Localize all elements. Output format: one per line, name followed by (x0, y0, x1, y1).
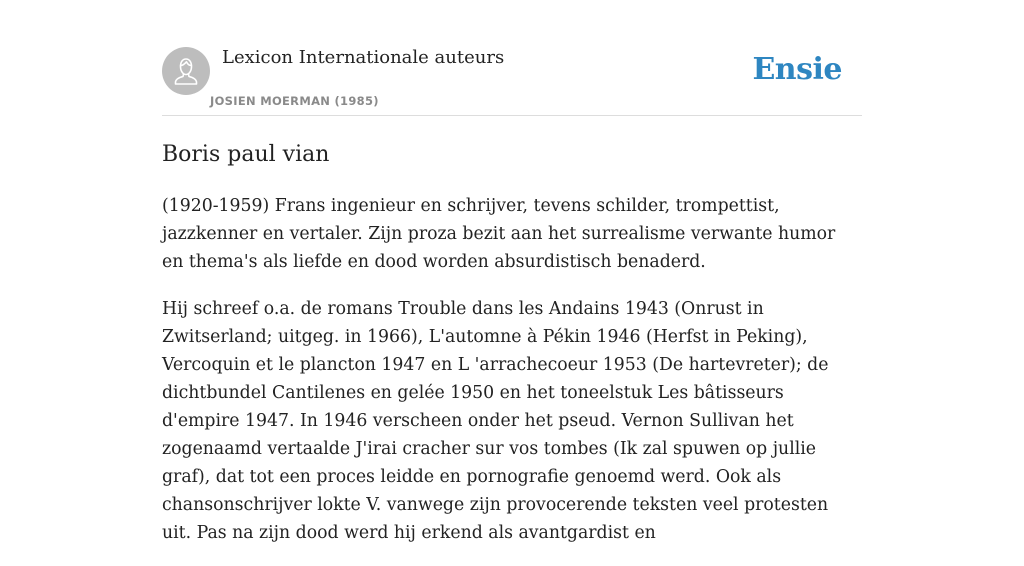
article-page (162, 0, 862, 543)
source-title-link[interactable]: Lexicon Internationale auteurs (222, 47, 505, 68)
article-title: Boris paul vian (162, 142, 330, 167)
user-silhouette-icon (162, 47, 210, 95)
author-byline: JOSIEN MOERMAN (1985) (210, 94, 379, 108)
ensie-logo[interactable]: Ensie (752, 52, 842, 87)
article-body (162, 192, 862, 566)
article-paragraph: (1920-1959) Frans ingenieur en schrijver, tevens schilder, trompettist, jazzkenner en vertaler. Zijn proza bezit aan het surrealisme verwante humor en thema's als liefde en dood worden absurdistisch benaderd. (162, 196, 836, 272)
author-avatar[interactable] (162, 47, 210, 95)
source-header (162, 0, 862, 116)
article-paragraph: Hij schreef o.a. de romans Trouble dans les Andains 1943 (Onrust in Zwitserland; uitgeg. in 1966), L'automne à Pékin 1946 (Herfst in Peking), Vercoquin et le plancton 1947 en L 'arrachecoeur 1953 (De hartevreter); de dichtbundel Cantilenes en gelée 1950 en het toneelstuk Les bâtisseurs d'empire 1947. In 1946 verscheen onder het pseud. Vernon Sullivan het zogenaamd vertaalde J'irai cracher sur vos tombes (Ik zal spuwen op jullie graf), dat tot een proces leidde en pornografie genoemd werd. Ook als chansonschrijver lokte V. vanwege zijn provocerende teksten veel protesten uit. Pas na zijn dood werd hij erkend als avantgardist en (162, 299, 829, 543)
